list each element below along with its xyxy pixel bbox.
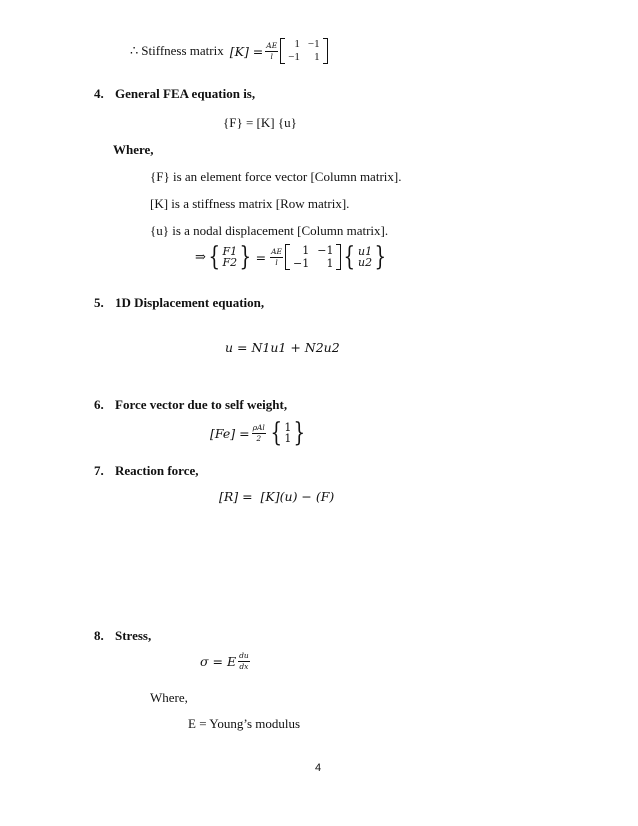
fea-stiffness-matrix (285, 244, 341, 270)
section-7-heading (94, 463, 199, 479)
youngs-modulus-def: E = Young’s modulus (188, 716, 301, 731)
matrix-cell: 1 (302, 244, 310, 257)
fraction-numerator: AE (266, 41, 278, 50)
fraction-denominator: 2 (256, 433, 262, 443)
matrix-cell: −1 (288, 51, 300, 63)
section-number: 4. (94, 86, 104, 101)
fea-matrix-equation (195, 244, 389, 270)
stiffness-fraction (265, 42, 278, 60)
matrix-cell: 1 (326, 257, 334, 270)
section-title: Stress, (115, 628, 152, 643)
right-brace: } (293, 418, 306, 448)
stress-fraction (238, 652, 250, 670)
matrix-cell: −1 (307, 38, 320, 50)
section-5-heading (94, 295, 264, 311)
vector-entry: u2 (358, 256, 373, 269)
stiffness-matrix (280, 38, 327, 64)
force-vector (222, 246, 237, 268)
fea-where-label: Where, (113, 142, 154, 157)
section-title: Force vector due to self weight, (115, 397, 288, 412)
section-number: 6. (94, 397, 104, 412)
vector-entry: 1 (284, 432, 292, 445)
page-number: 4 (315, 762, 322, 774)
right-brace: } (374, 242, 387, 272)
matrix-cell: −1 (317, 244, 334, 257)
fraction-numerator: du (239, 651, 249, 660)
right-brace: } (239, 242, 252, 272)
vector-entry: F1 (222, 245, 238, 258)
implies-symbol: ⇒ (195, 249, 206, 265)
section-title: 1D Displacement equation, (115, 295, 265, 310)
vector-entry: 1 (284, 421, 292, 434)
section-number: 7. (94, 463, 104, 478)
section-number: 8. (94, 628, 104, 643)
section-title: General FEA equation is, (115, 86, 256, 101)
reaction-equation: [R] = [K](u) − (F) (219, 489, 335, 504)
self-weight-equation (210, 420, 308, 446)
fea-def-displacement: {u} is a nodal displacement [Column matrix]. (150, 223, 389, 238)
fraction-numerator: ρAl (252, 423, 265, 432)
displacement-equation: u = N1u1 + N2u2 (225, 340, 340, 355)
matrix-cell: 1 (314, 51, 320, 63)
therefore-symbol: ∴ (130, 43, 139, 58)
matrix-cell: −1 (293, 257, 310, 270)
fraction-numerator: AE (271, 247, 283, 256)
stress-equation (200, 652, 252, 670)
stress-lhs: σ = E (200, 653, 237, 669)
stiffness-matrix-line (130, 38, 328, 64)
vector-entry: u1 (358, 245, 373, 258)
self-weight-lhs: [Fe] = (210, 425, 250, 441)
left-brace: { (343, 242, 356, 272)
fea-fraction (270, 248, 283, 266)
section-title: Reaction force, (115, 463, 199, 478)
section-number: 5. (94, 295, 104, 310)
unit-vector (284, 422, 291, 444)
left-brace: { (270, 418, 282, 448)
left-brace: { (208, 242, 220, 272)
displacement-vector (358, 246, 372, 268)
fea-equation: {F} = [K] {u} (223, 115, 297, 130)
fraction-denominator: l (275, 257, 278, 267)
vector-entry: F2 (222, 256, 238, 269)
fraction-denominator: l (270, 51, 273, 61)
fea-def-stiffness: [K] is a stiffness matrix [Row matrix]. (150, 196, 350, 211)
stress-where-label: Where, (150, 690, 188, 705)
matrix-cell: 1 (294, 38, 300, 50)
stiffness-label: Stiffness matrix (141, 43, 224, 58)
stiffness-lhs: [K] = (229, 43, 264, 59)
section-6-heading (94, 397, 287, 413)
self-weight-fraction (252, 424, 266, 442)
equals-sign: = (255, 249, 267, 265)
section-4-heading (94, 86, 255, 102)
section-8-heading (94, 628, 151, 644)
fraction-denominator: dx (239, 661, 249, 671)
fea-def-force: {F} is an element force vector [Column matrix]. (150, 169, 402, 184)
